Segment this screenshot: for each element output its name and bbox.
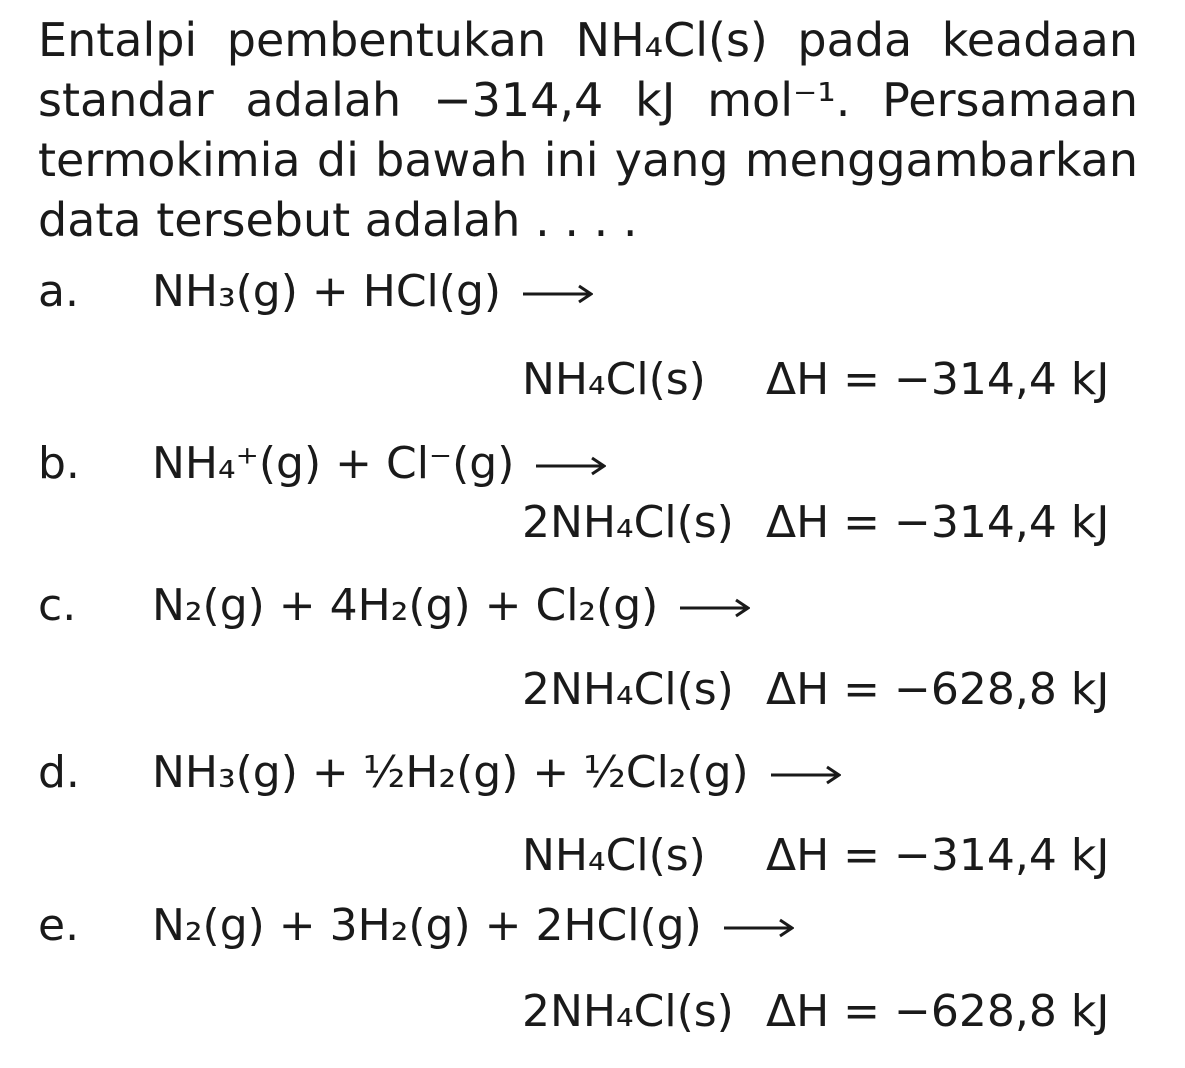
option-b-letter[interactable]: b. [38,438,80,489]
reaction-arrow-icon [771,765,841,785]
option-b-reactants-text: NH₄⁺(g) + Cl⁻(g) [152,438,515,489]
reaction-arrow-icon [724,918,794,938]
option-e-reactants-text: N₂(g) + 3H₂(g) + 2HCl(g) [152,900,702,951]
option-d-reactants[interactable] [152,745,841,801]
question-line-2: standar adalah −314,4 kJ mol⁻¹. Persamaan [38,73,1138,127]
option-b-reactants[interactable] [152,436,606,492]
question-line-3: termokimia di bawah ini yang menggambarkan [38,133,1138,187]
question-line-4: data tersebut adalah . . . . [38,193,638,247]
option-e-product: 2NH₄Cl(s) [522,986,734,1037]
option-a-letter[interactable]: a. [38,266,79,317]
reaction-arrow-icon [523,284,593,304]
option-c-reactants-text: N₂(g) + 4H₂(g) + Cl₂(g) [152,580,659,631]
option-e-reactants[interactable] [152,898,794,954]
option-a-product: NH₄Cl(s) [522,354,706,405]
option-a-reactants[interactable] [152,264,593,320]
option-d-letter[interactable]: d. [38,747,80,798]
option-e-enthalpy: ΔH = −628,8 kJ [766,986,1110,1037]
reaction-arrow-icon [680,598,750,618]
option-a-enthalpy: ΔH = −314,4 kJ [766,354,1110,405]
option-c-reactants[interactable] [152,578,750,634]
option-e-letter[interactable]: e. [38,900,80,951]
option-b-enthalpy: ΔH = −314,4 kJ [766,497,1110,548]
option-c-enthalpy: ΔH = −628,8 kJ [766,664,1110,715]
option-d-reactants-text: NH₃(g) + ½H₂(g) + ½Cl₂(g) [152,747,749,798]
question-line-1: Entalpi pembentukan NH₄Cl(s) pada keadaan [38,13,1138,67]
option-d-product: NH₄Cl(s) [522,830,706,881]
option-c-product: 2NH₄Cl(s) [522,664,734,715]
option-d-enthalpy: ΔH = −314,4 kJ [766,830,1110,881]
reaction-arrow-icon [536,456,606,476]
option-b-product: 2NH₄Cl(s) [522,497,734,548]
option-c-letter[interactable]: c. [38,580,77,631]
option-a-reactants-text: NH₃(g) + HCl(g) [152,266,502,317]
question-text [38,10,1138,250]
